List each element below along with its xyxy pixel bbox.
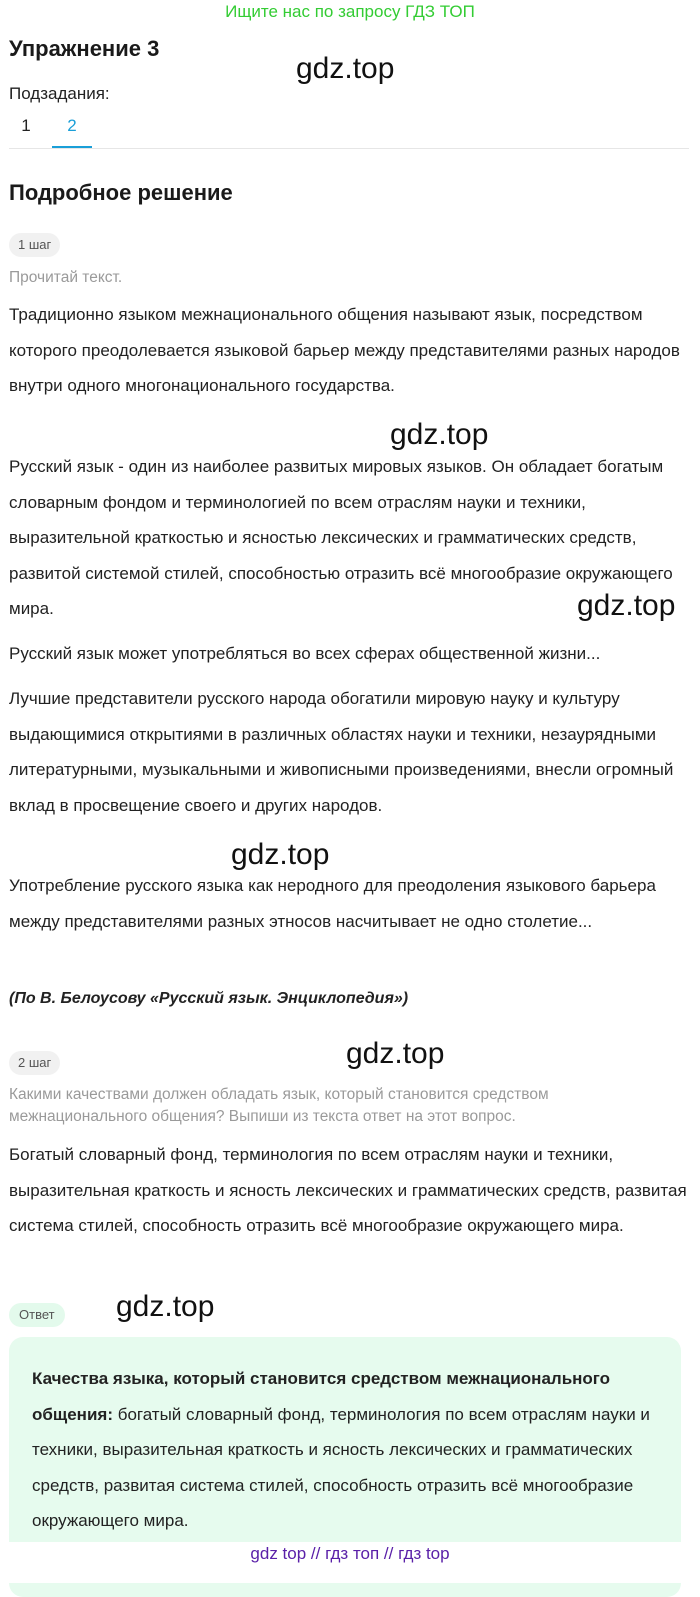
promo-banner[interactable]: Ищите нас по запросу ГДЗ ТОП <box>225 2 475 21</box>
step-1-paragraph: Русский язык - один из наиболее развитых мировых языков. Он обладает богатым словарным фондом и терминологией по всем отраслям науки и техники, выразительной краткостью и ясностью лексических и грамматических средств, развитой системой стилей, способностью отразить всё многообразие окружающего мира. <box>9 457 673 618</box>
step-1-paragraph: Русский язык может употребляться во всех сферах общественной жизни... <box>9 644 601 663</box>
watermark: gdz.top <box>116 1290 215 1323</box>
answer-body: богатый словарный фонд, терминология по всем отраслям науки и техники, выразительная краткость и ясность лексических и грамматических средств, развитая система стилей, способность отразить всё многообразие окружающего мира. <box>32 1404 650 1530</box>
watermark: gdz.top <box>390 418 489 451</box>
page-title: Упражнение 3 <box>9 36 160 61</box>
subtask-tabs <box>9 108 689 149</box>
step-1-paragraph: Лучшие представители русского народа обогатили мировую науку и культуру выдающимися открытиями в различных областях науки и техники, незаурядными литературными, музыкальными и живописными произведениями, внесли огромный вклад в просвещение своего и других народов. <box>9 689 674 815</box>
step-2-prompt: Какими качествами должен обладать язык, который становится средством межнационального общения? Выпиши из текста ответ на этот вопрос. <box>9 1086 549 1125</box>
watermark: gdz.top <box>296 52 395 85</box>
citation: (По В. Белоусову «Русский язык. Энциклопедия») <box>9 990 409 1007</box>
step-1-paragraph: Традиционно языком межнационального общения называют язык, посредством которого преодолевается языковой барьер между представителями разных народов внутри одного многонационального государства. <box>9 305 680 395</box>
watermark: gdz.top <box>231 838 330 871</box>
subtasks-label: Подзадания: <box>9 84 110 103</box>
step-2-badge: 2 шаг <box>9 1051 60 1075</box>
answer-text <box>32 1361 662 1539</box>
step-2-answer: Богатый словарный фонд, терминология по всем отраслям науки и техники, выразительная краткость и ясность лексических и грамматических средств, развитая система стилей, способность отразить всё многообразие окружающего мира. <box>9 1145 687 1235</box>
answer-bold: Качества языка, который становится средством межнационального общения: <box>32 1369 611 1424</box>
step-1-paragraph: Употребление русского языка как неродного для преодоления языкового барьера между представителями разных этносов насчитывает не одно столетие... <box>9 876 656 931</box>
footer-links[interactable]: gdz top // гдз топ // гдз top <box>0 1542 700 1583</box>
step-1-prompt: Прочитай текст. <box>9 269 123 286</box>
watermark: gdz.top <box>346 1037 445 1070</box>
solution-title: Подробное решение <box>9 180 233 205</box>
subtask-tab-2[interactable]: 2 <box>52 116 92 148</box>
watermark: gdz.top <box>577 589 676 622</box>
answer-badge: Ответ <box>9 1303 65 1327</box>
step-1-badge: 1 шаг <box>9 233 60 257</box>
subtask-tab-1[interactable]: 1 <box>21 116 31 135</box>
